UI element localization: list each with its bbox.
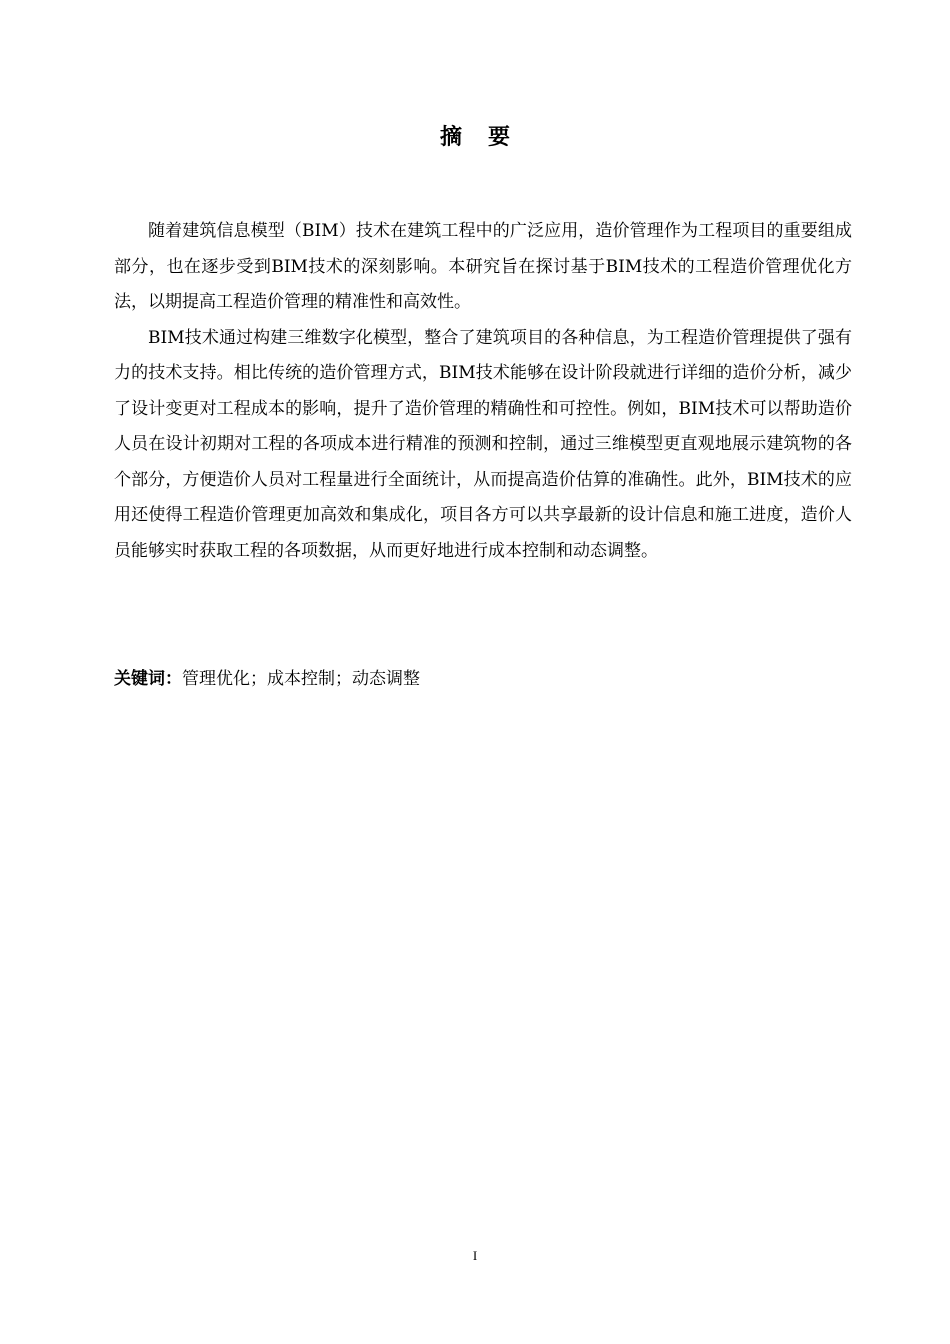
keywords-value: 管理优化；成本控制；动态调整 <box>182 669 420 689</box>
abstract-paragraph-1: 随着建筑信息模型（BIM）技术在建筑工程中的广泛应用，造价管理作为工程项目的重要组成部分，也在逐步受到BIM技术的深刻影响。本研究旨在探讨基于BIM技术的工程造价管理优化方法，以期提高工程造价管理的精准性和高效性。 <box>114 221 852 312</box>
abstract-paragraph-2: BIM技术通过构建三维数字化模型，整合了建筑项目的各种信息，为工程造价管理提供了强有力的技术支持。相比传统的造价管理方式，BIM技术能够在设计阶段就进行详细的造价分析，减少了设计变更对工程成本的影响，提升了造价管理的精确性和可控性。例如，BIM技术可以帮助造价人员在设计初期对工程的各项成本进行精准的预测和控制，通过三维模型更直观地展示建筑物的各个部分，方便造价人员对工程量进行全面统计，从而提高造价估算的准确性。此外，BIM技术的应用还使得工程造价管理更加高效和集成化，项目各方可以共享最新的设计信息和施工进度，造价人员能够实时获取工程的各项数据，从而更好地进行成本控制和动态调整。 <box>114 327 852 561</box>
keywords-line <box>114 664 852 694</box>
abstract-body <box>114 214 852 569</box>
page-number: I <box>472 1248 478 1263</box>
abstract-title: 摘要 <box>439 125 536 150</box>
keywords-label: 关键词： <box>114 669 182 689</box>
